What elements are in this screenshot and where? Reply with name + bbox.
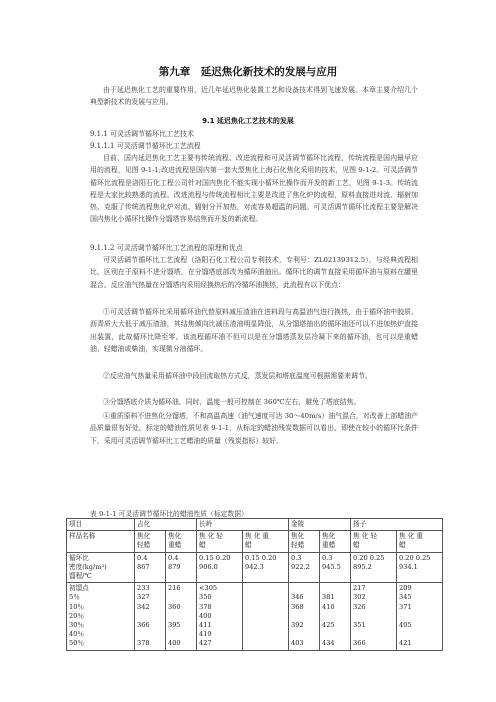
section-title: 9.1 延迟焦化工艺技术的发展 xyxy=(202,117,294,125)
table-cell: 0.3 945.5 xyxy=(320,552,351,583)
table-cell: 焦 化 轻 蜡 xyxy=(351,531,397,552)
table-cell: 346 368 392 403 xyxy=(289,583,320,650)
table-cell: 0.4 867 xyxy=(135,552,166,583)
table-cell: 焦化 轻蜡 xyxy=(135,531,166,552)
wax-oil-properties-table xyxy=(66,518,443,651)
table-cell: 216 360 395 409 xyxy=(166,583,197,650)
paragraph-process-flow: 目前，国内延迟焦化工艺主要有传统流程、改进流程和可灵活调节循环比流程，传统流程是国内最早应用的流程，见图 9-1-1;改进流程是国内第一套大型焦化上海石化焦化采用的技术，见图 9-1-2。可灵活调节循环比流程是洛阳石化工程公司针对国内焦化不能实现小循环比操作而开发的新工艺，见图 9-1-3。传统流程是大家比较熟悉的流程。改进流程与传统流程相比主要是改进了焦化炉的流程，原料直接进对流、辐射加热，克服了传统流程焦化炉对流、辐射分开加热，对流容易超温的问题。可灵活调节循环比流程主要是解决国内焦化小循环比操作分馏塔容易结焦而开发的新流程。 xyxy=(90,154,418,224)
table-cell: 焦 化 重 蜡 xyxy=(397,531,443,552)
table-cell xyxy=(243,583,289,650)
advantage-2: ②反应油气热量采用循环油中段回流取热方式反，蒸发层和塔底温度可根据需要来调节。 xyxy=(103,372,372,380)
advantage-3: ③分馏塔底介质为循环油，同时，温度一般可控制在 360℃左右，避免了塔底结焦。 xyxy=(103,398,361,406)
table-cell: 样品名称 xyxy=(67,531,135,552)
intro-paragraph: 由于延迟焦化工艺的重要作用，近几年延迟焦化装置工艺和设备技术得到飞速发展。本章主要介绍几个典型新技术的发展与应用。 xyxy=(90,86,418,107)
chapter-title: 第九章 延迟焦化新技术的发展与应用 xyxy=(158,66,338,78)
paragraph-principle: 可灵活调节循环比工艺流程（洛阳石化工程公司专利技术，专利号：ZL02139312.5），与经典流程相比，区别在于原料不进分馏塔，在分馏塔底部改为循环油抽出。循环比的调节直接采用循环油与原料在罐里混合。反应油气热量在分馏塔内采用经换热后的冷循环油换热，此流程有以下优点： xyxy=(90,256,418,289)
table-cell: 217 302 326 351 366 xyxy=(351,583,397,650)
table-cell: 0.20 0.25 934.1 xyxy=(397,552,443,583)
table-header-cell: 金陵 xyxy=(289,519,351,531)
table-cell: 0.20 0.25 895.2 xyxy=(351,552,397,583)
heading-9-1-1: 9.1.1 可灵活调节循环比工艺技术 xyxy=(90,130,195,138)
table-cell: <305 350 378 400 411 419 427 xyxy=(197,583,243,650)
table-cell: 焦 化 重 蜡 xyxy=(243,531,289,552)
table-header-cell: 扬子 xyxy=(351,519,443,531)
advantage-1: ①可灵活调节循环比采用循环油代替原料减压渣油在进料段与高温油气进行换热，由于循环油中胶质、沥青质大大低于减压渣油，其结焦倾向比减压渣油明显降低，从分馏塔抽出的循环油还可以不进加热炉直接出装置，此故循环比降至零。该流程循环油不但可以是在分馏塔蒸发层冷凝下来的循环油，也可以是重蜡油、轻蜡油或柴油，实现微分油循环。 xyxy=(90,308,418,353)
heading-9-1-1-2: 9.1.1.2 可灵活调节循环比工艺流程的原理和优点 xyxy=(90,244,243,252)
table-header-row xyxy=(67,519,443,531)
table-cell: 0.15 0.20 906.0 xyxy=(197,552,243,583)
table-cell: 0.15 0.20 942.3 xyxy=(243,552,289,583)
table-row xyxy=(67,552,443,583)
table-header-cell: 项目 xyxy=(67,519,135,531)
advantage-4: ④重质原料不进焦化分馏塔，不和高温高速（油气速度可达 30～40m/s）油气混合，对改善上部蜡油产品质量很有好处。标定的蜡油性质见表 9-1-1，从标定的蜡油残炭数据可以看出，即使在较小的循环比条件下，采用可灵活调节循环比工艺蜡油的质量（残炭指标）较好。 xyxy=(90,412,418,445)
heading-9-1-1-1: 9.1.1.1 可灵活调节循环比工艺流程 xyxy=(90,142,201,150)
table-cell: 233 327 342 366 378 xyxy=(135,583,166,650)
table-header-cell: 长岭 xyxy=(197,519,289,531)
table-cell: 初馏点 5％ 10％ 20％ 30％ 40％ 50％ xyxy=(67,583,135,650)
table-cell: 焦化 重蜡 xyxy=(166,531,197,552)
table-header-cell: 吉化 xyxy=(135,519,197,531)
table-cell: 381 410 425 434 xyxy=(320,583,351,650)
table-cell: 焦化 轻蜡 xyxy=(289,531,320,552)
table-cell: 循环比 密度(kg/m³) 馏程/℃ xyxy=(67,552,135,583)
table-cell: 209 345 371 405 421 xyxy=(397,583,443,650)
table-cell: 焦 化 轻 蜡 xyxy=(197,531,243,552)
table-cell: 焦化 重蜡 xyxy=(320,531,351,552)
table-cell: 0.3 922.2 xyxy=(289,552,320,583)
table-cell: 0.4 879 xyxy=(166,552,197,583)
table-caption: 表 9-1-1 可灵活调节循环比的蜡油性质（标定数据） xyxy=(90,510,248,518)
table-sample-row xyxy=(67,531,443,552)
table-row xyxy=(67,583,443,650)
